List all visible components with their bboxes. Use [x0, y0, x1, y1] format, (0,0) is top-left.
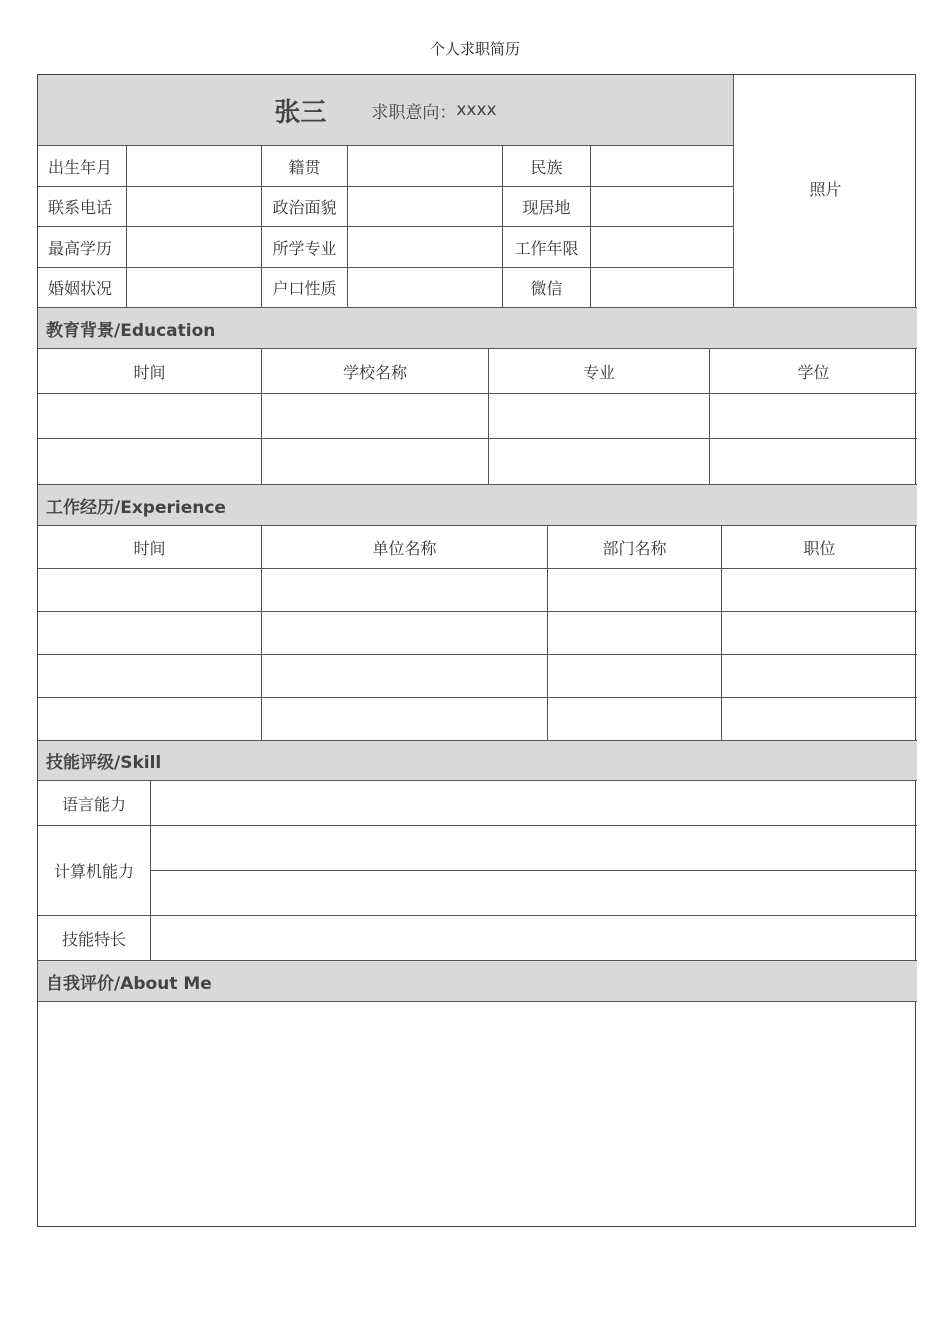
value-residence[interactable]	[591, 187, 734, 227]
resume-sheet	[37, 74, 916, 1227]
exp-cell[interactable]	[38, 569, 262, 612]
exp-col-time: 时间	[38, 526, 262, 569]
edu-cell[interactable]	[262, 394, 489, 439]
label-native-place: 籍贯	[262, 146, 348, 187]
exp-cell[interactable]	[722, 698, 917, 741]
exp-cell[interactable]	[722, 569, 917, 612]
label-work-years: 工作年限	[503, 227, 591, 268]
label-computer-skill: 计算机能力	[38, 826, 151, 916]
value-degree[interactable]	[127, 227, 262, 268]
label-wechat: 微信	[503, 268, 591, 308]
photo-label: 照片	[809, 180, 842, 199]
edu-cell[interactable]	[262, 439, 489, 485]
value-major[interactable]	[348, 227, 503, 268]
section-skills: 技能评级/Skill	[38, 741, 917, 781]
candidate-name: 张三	[274, 97, 327, 128]
exp-cell[interactable]	[262, 655, 548, 698]
value-computer-skill[interactable]	[151, 871, 917, 916]
exp-cell[interactable]	[262, 612, 548, 655]
value-marital[interactable]	[127, 268, 262, 308]
exp-cell[interactable]	[548, 655, 722, 698]
exp-cell[interactable]	[262, 569, 548, 612]
document-title: 个人求职简历	[429, 40, 520, 58]
exp-col-department: 部门名称	[548, 526, 722, 569]
exp-cell[interactable]	[722, 612, 917, 655]
edu-cell[interactable]	[38, 439, 262, 485]
value-work-years[interactable]	[591, 227, 734, 268]
value-political-status[interactable]	[348, 187, 503, 227]
header-banner	[38, 75, 734, 146]
edu-cell[interactable]	[489, 394, 710, 439]
label-political-status: 政治面貌	[262, 187, 348, 227]
label-specialty: 技能特长	[38, 916, 151, 961]
edu-cell[interactable]	[710, 439, 917, 485]
label-language-skill: 语言能力	[38, 781, 151, 826]
exp-col-company: 单位名称	[262, 526, 548, 569]
edu-col-time: 时间	[38, 349, 262, 394]
exp-cell[interactable]	[38, 698, 262, 741]
edu-cell[interactable]	[710, 394, 917, 439]
section-education: 教育背景/Education	[38, 308, 917, 349]
edu-col-major: 专业	[489, 349, 710, 394]
section-experience: 工作经历/Experience	[38, 485, 917, 526]
exp-cell[interactable]	[548, 612, 722, 655]
exp-cell[interactable]	[262, 698, 548, 741]
label-birth: 出生年月	[38, 146, 127, 187]
label-major: 所学专业	[262, 227, 348, 268]
value-wechat[interactable]	[591, 268, 734, 308]
value-hukou[interactable]	[348, 268, 503, 308]
edu-cell[interactable]	[489, 439, 710, 485]
exp-cell[interactable]	[548, 698, 722, 741]
value-phone[interactable]	[127, 187, 262, 227]
label-hukou: 户口性质	[262, 268, 348, 308]
exp-col-position: 职位	[722, 526, 917, 569]
job-intent-label: 求职意向：	[371, 102, 457, 123]
label-residence: 现居地	[503, 187, 591, 227]
value-birth[interactable]	[127, 146, 262, 187]
edu-col-school: 学校名称	[262, 349, 489, 394]
label-phone: 联系电话	[38, 187, 127, 227]
edu-col-degree: 学位	[710, 349, 917, 394]
photo-box	[734, 75, 917, 308]
exp-cell[interactable]	[38, 655, 262, 698]
about-content[interactable]	[38, 1002, 917, 1226]
exp-cell[interactable]	[548, 569, 722, 612]
value-language-skill[interactable]	[151, 781, 917, 826]
edu-cell[interactable]	[38, 394, 262, 439]
exp-cell[interactable]	[38, 612, 262, 655]
value-specialty[interactable]	[151, 916, 917, 961]
value-computer-skill[interactable]	[151, 826, 917, 871]
section-about: 自我评价/About Me	[38, 961, 917, 1002]
label-marital: 婚姻状况	[38, 268, 127, 308]
job-intent-value: xxxx	[456, 100, 497, 120]
value-native-place[interactable]	[348, 146, 503, 187]
exp-cell[interactable]	[722, 655, 917, 698]
label-ethnicity: 民族	[503, 146, 591, 187]
value-ethnicity[interactable]	[591, 146, 734, 187]
label-degree: 最高学历	[38, 227, 127, 268]
